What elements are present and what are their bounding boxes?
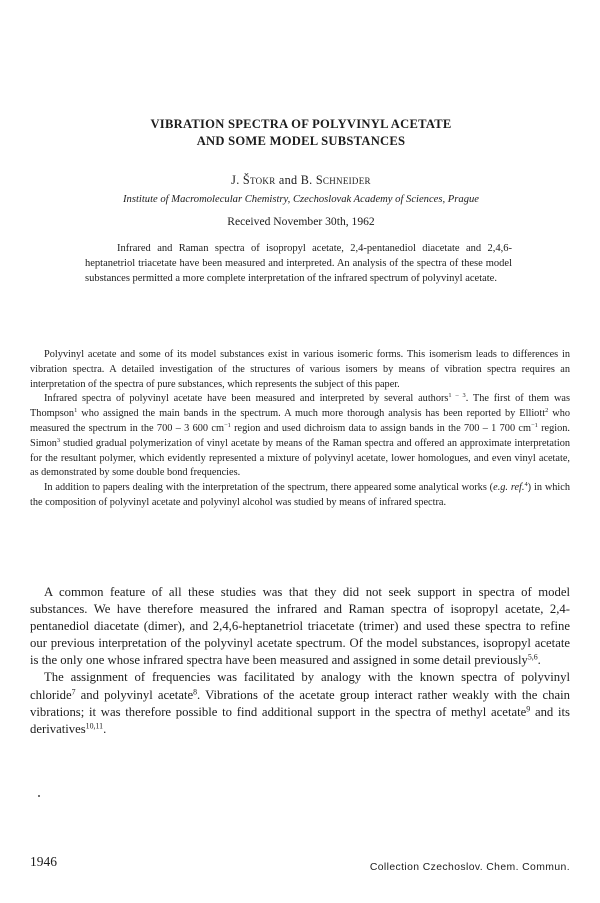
- author-separator: and: [275, 173, 301, 187]
- citation: 8: [193, 686, 198, 696]
- body-paragraph-1: [30, 584, 570, 669]
- text-run: . The first of them was Thompson: [30, 393, 570, 420]
- title-line-1: VIBRATION SPECTRA OF POLYVINYL ACETATE: [150, 117, 452, 131]
- text-run: and its derivatives: [30, 704, 570, 736]
- citation: 4: [524, 481, 528, 489]
- body-paragraph-2: [30, 669, 570, 737]
- unit-exponent: −1: [223, 422, 231, 430]
- abstract: Infrared and Raman spectra of isopropyl acetate, 2,4-pentanediol diacetate and 2,4,6-heptanetriol triacetate have been measured and interpreted. An analysis of the spectra of these model substances permitted a more complete interpretation of the infrared spectrum of polyvinyl acetate.: [85, 243, 512, 284]
- text-run: who assigned the main bands in the spectrum. A much more thorough analysis has been reported by Elliott: [77, 408, 546, 420]
- text-run: who measured the spectrum in the 700 – 3 600 cm: [30, 408, 571, 434]
- article-title: [60, 116, 542, 150]
- received-date: Received November 30th, 1962: [227, 215, 375, 228]
- citation: 1 – 3: [448, 392, 466, 400]
- citation: 9: [526, 703, 531, 713]
- text-run: and polyvinyl acetate: [75, 687, 194, 702]
- affiliation: Institute of Macromolecular Chemistry, Czechoslovak Academy of Sciences, Prague: [123, 194, 479, 205]
- citation: 2: [545, 407, 549, 415]
- author-1-surname: Štokr: [242, 173, 276, 187]
- citation: 10,11: [85, 721, 104, 731]
- text-run: .: [103, 721, 107, 736]
- author-1-initial: J.: [231, 173, 243, 187]
- page-number: 1946: [30, 854, 57, 869]
- text-run: A common feature of all these studies was that they did not seek support in spectra of model substances. We have therefore measured the infrared and Raman spectra of isopropyl acetate, 2,4-pentanediol diacetate (dimer), and 2,4,6-heptanetriol triacetate (trimer) and used these spectra to refine our previous interpretation of the polyvinyl acetate spectrum. Of the model substances, isopropyl acetate is the only one whose infrared spectra have been measured and assigned in some detail previously: [30, 585, 570, 668]
- text-run: Infrared spectra of polyvinyl acetate have been measured and interpreted by several authors: [44, 393, 449, 405]
- citation: 5,6: [527, 652, 538, 662]
- introduction: [30, 348, 570, 511]
- text-run: region and used dichroism data to assign bands in the 700 – 1 700 cm: [230, 422, 531, 434]
- author-2-surname: Schneider: [315, 173, 371, 187]
- intro-paragraph-1: Polyvinyl acetate and some of its model substances exist in various isomeric forms. This isomerism leads to differences in vibration spectra. A detailed investigation of the structures of various isomers by means of vibration spectra requires an interpretation of the spectra of pure substances, which represents the subject of this paper.: [30, 349, 570, 390]
- author-line: [60, 172, 542, 188]
- journal-running-footer: Collection Czechoslov. Chem. Commun.: [369, 862, 570, 873]
- text-run: studied gradual polymerization of vinyl acetate by means of the Raman spectra and offered an approximate interpretation for the resultant polymer, which evidently represented a mixture of polyvinyl acetate, lower homologues, and even vinyl acetate, as demonstrated by some double bond frequencies.: [30, 437, 570, 479]
- print-speck: [38, 795, 40, 797]
- citation: 1: [74, 407, 78, 415]
- reference-abbrev: e.g. ref.: [493, 482, 525, 494]
- citation: 7: [71, 686, 76, 696]
- author-2-initial: B.: [300, 173, 316, 187]
- text-run: region. Simon: [30, 422, 570, 449]
- unit-exponent: −1: [531, 422, 538, 430]
- intro-paragraph-3: [30, 481, 570, 511]
- text-run: The assignment of frequencies was facilitated by analogy with the known spectra of polyvinyl chloride: [30, 670, 570, 702]
- title-line-2: AND SOME MODEL SUBSTANCES: [196, 134, 406, 148]
- text-run: ) in which the composition of polyvinyl acetate and polyvinyl alcohol was studied by means of infrared spectra.: [30, 482, 570, 508]
- text-run: . Vibrations of the acetate group interact rather weakly with the chain vibrations; it was therefore possible to find additional support in the spectra of methyl acetate: [30, 687, 570, 719]
- intro-paragraph-2: [30, 392, 570, 481]
- main-body: [30, 584, 570, 738]
- text-run: .: [537, 653, 541, 668]
- citation: 3: [56, 436, 61, 444]
- text-run: In addition to papers dealing with the interpretation of the spectrum, there appeared some analytical works (: [44, 482, 494, 494]
